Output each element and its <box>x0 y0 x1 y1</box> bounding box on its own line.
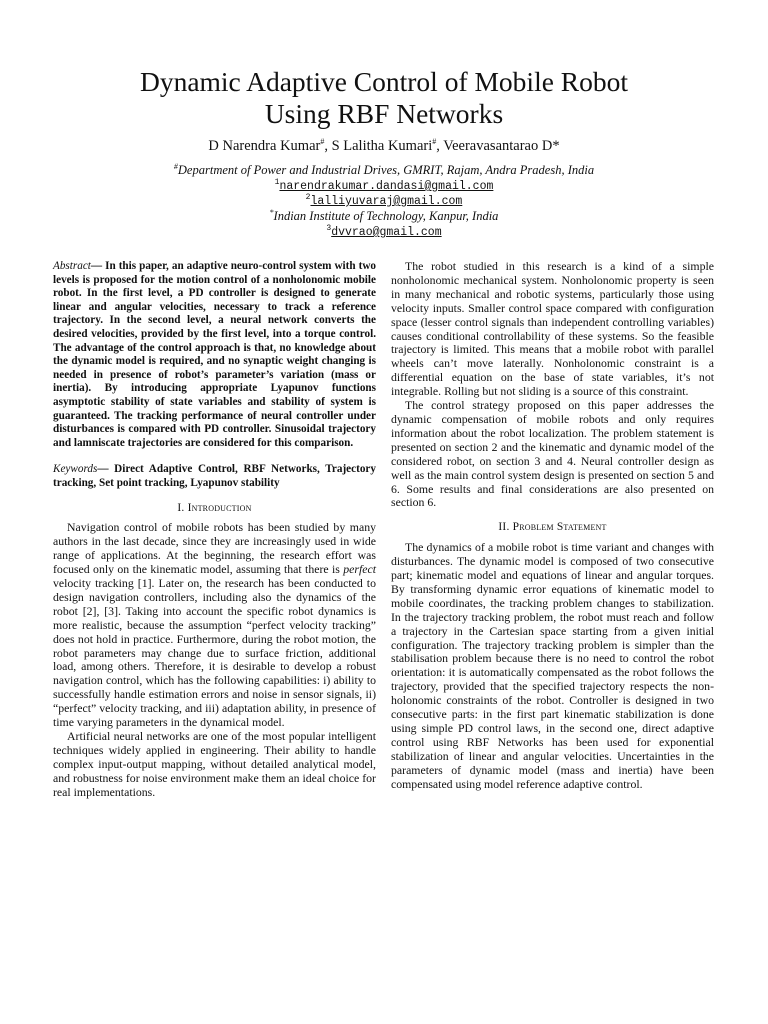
email-2[interactable] <box>0 193 768 208</box>
email-marker: 2 <box>305 193 311 202</box>
abstract-text: In this paper, an adaptive neuro-control system with two levels is proposed for the motion control of a nonholonomic mobile robot. In the first level, a PD controller is designed to generate linear and angular velocities, necessary to track a reference trajectory. In the second level, a neural network converts the desired velocities, provided by the first level, into a torque control. The advantage of the control approach is that, no knowledge about the dynamic model is required, and no synaptic weight changing is needed in presence of robot’s parameter’s variation (mass or inertia). By introducing appropriate Lyapunov functions asymptotic stability of state variables and stability of system is guaranteed. The tracking performance of neural controller under disturbances is compared with PD controller. Sinusoidal trajectory and lamniscate trajectories are considered for this comparison. <box>53 260 377 449</box>
affiliation-2 <box>0 208 768 224</box>
email-1[interactable] <box>0 178 768 193</box>
email-marker: 1 <box>274 178 280 187</box>
email-marker: 3 <box>326 224 332 233</box>
keywords-text: Direct Adaptive Control, RBF Networks, Trajectory tracking, Set point tracking, Lyapunov stability <box>53 463 376 489</box>
intro-paragraph-2: Artificial neural networks are one of the most popular intelligent techniques widely applied in engineering. Their ability to handle complex input-output mapping, without detailed analytical model, and robustness for noise environment make them an ideal choice for real implementations. <box>53 729 376 799</box>
abstract <box>53 260 376 450</box>
email-link[interactable]: lalliyuvaraj@gmail.com <box>310 194 463 208</box>
email-link[interactable]: narendrakumar.dandasi@gmail.com <box>279 179 494 193</box>
abstract-dash: — <box>90 260 106 272</box>
keywords <box>53 463 376 490</box>
body-paragraph-3: The dynamics of a mobile robot is time variant and changes with disturbances. The dynamic model is composed of two consecutive part; kinematic model and equations of linear and angular torques. By transforming dynamic error equations of kinematic model to mobile coordinates, the tracking problem changes to stabilization. In the trajectory tracking problem, the robot must reach and follow a trajectory in the Cartesian space starting from a given initial configuration. The trajectory tracking problem is simpler than the stabilisation problem because there is no need to control the robot orientation: it is automatically compensated as the robot follows the trajectory, provided that the specified trajectory respects the non-holonomic constraints of the robot. Controller is designed in two consecutive parts: in the first part kinematic stabilization is done using simple PD control laws, in the second one, direct adaptive control using RBF Networks has been used for exponential stabilization of linear and angular velocities. Uncertainties in the parameters of dynamic model (mass and inertia) have been compensated using model reference adaptive control. <box>391 540 714 791</box>
affiliation-text: Department of Power and Industrial Drives, GMRIT, Rajam, Andra Pradesh, India <box>177 163 595 178</box>
author-list <box>0 137 768 155</box>
author-name: D Narendra Kumar <box>208 137 321 154</box>
body-paragraph-1: The robot studied in this research is a kind of a simple nonholonomic mechanical system. Nonholonomic property is seen in many mechanical and robotic systems, particularly those using velocity inputs. Smaller control space compared with configuration space (lesser control signals than independent controlling variables) causes conditional controllability of these systems. So the feasible trajectory is limited. This means that a mobile robot with parallel wheels can’t move laterally. Nonholonomic constraint is a differential equation on the base of state variables, it’s not integrable. Rolling but not sliding is a source of this constraint. <box>391 259 714 399</box>
keywords-label: Keywords <box>53 463 98 476</box>
affiliation-marker: * <box>269 208 274 217</box>
author-name: , S Lalitha Kumari <box>324 137 433 154</box>
right-column <box>391 260 714 792</box>
left-column <box>53 260 376 800</box>
author-marker: # <box>432 137 437 146</box>
section-heading-introduction: I. Introduction <box>177 501 252 514</box>
title-line-1: Dynamic Adaptive Control of Mobile Robot <box>139 66 629 97</box>
keywords-dash: — <box>97 463 115 476</box>
intro-paragraph-1 <box>53 521 376 730</box>
email-link[interactable]: dvvrao@gmail.com <box>331 225 442 239</box>
body-paragraph-2: The control strategy proposed on this paper addresses the dynamic compensation of mobile robots and only requires information about the robot localization. The problem statement is presented on section 2 and the kinematic and dynamic model of the considered robot, on section 3 and 4. Neural controller design as well as the main control system design is presented on section 5 and 6. Some results and final considerations are also presented on section 6. <box>391 398 714 510</box>
author-marker: # <box>320 137 325 146</box>
intro-text: velocity tracking [1]. Later on, the research has been conducted to design navigation controllers, including also the dynamics of the robot [2], [3]. Taking into account the specific robot dynamics is more realistic, because the assumption “perfect velocity tracking” does not hold in practice. Furthermore, during the robot motion, the robot parameters may change due to surface friction, additional load, among others. Therefore, it is desirable to develop a robust navigation control, which has the following capabilities: i) ability to successfully handle estimation errors and noise in sensor signals, ii) “perfect” velocity tracking, and iii) adaptation ability, in presence of time varying parameters in the dynamical model. <box>53 576 376 730</box>
intro-text: Navigation control of mobile robots has been studied by many authors in the last decade, since they are increasingly used in wide range of applications. At the beginning, the research effort was focused only on the kinematic model, assuming that there is <box>53 520 376 577</box>
affiliation-text: Indian Institute of Technology, Kanpur, India <box>273 209 499 224</box>
author-name: , Veeravasantarao D* <box>436 137 560 154</box>
email-3[interactable] <box>0 224 768 239</box>
abstract-label: Abstract <box>53 260 91 272</box>
paper-title <box>40 66 728 130</box>
section-heading-problem-statement: II. Problem Statement <box>498 521 607 534</box>
intro-emphasis: perfect <box>343 562 376 577</box>
affiliation-marker: # <box>173 162 178 171</box>
affiliation-1 <box>0 162 768 178</box>
title-line-2: Using RBF Networks <box>264 98 504 129</box>
